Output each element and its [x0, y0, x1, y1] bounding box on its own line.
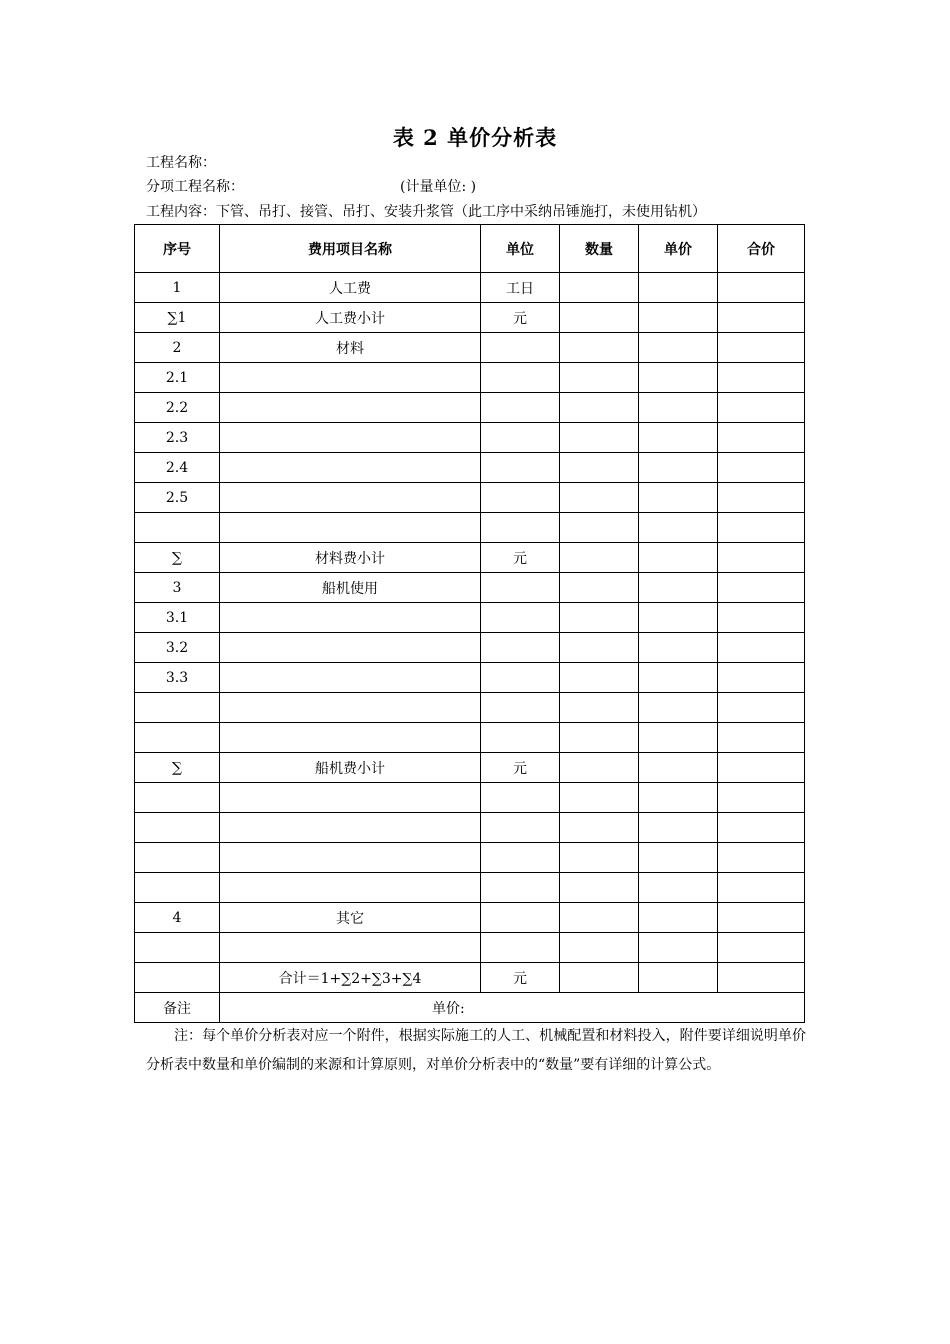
cell-total [718, 843, 805, 873]
header-unit-price: 单价 [639, 225, 718, 273]
cell-unit [481, 513, 560, 543]
cell-unit [481, 873, 560, 903]
cell-unit-price [639, 453, 718, 483]
cell-total [718, 573, 805, 603]
cell-unit-price [639, 963, 718, 993]
cell-item-name [220, 663, 481, 693]
cell-quantity [560, 543, 639, 573]
cell-unit [481, 663, 560, 693]
cell-quantity [560, 573, 639, 603]
table-row [135, 813, 805, 843]
cell-total [718, 633, 805, 663]
table-row [135, 843, 805, 873]
cell-unit [481, 903, 560, 933]
cell-total [718, 333, 805, 363]
cell-quantity [560, 873, 639, 903]
header-unit: 单位 [481, 225, 560, 273]
cell-seq: 2.4 [135, 453, 220, 483]
cell-total [718, 453, 805, 483]
cell-unit [481, 483, 560, 513]
cell-item-name [220, 363, 481, 393]
cell-total [718, 663, 805, 693]
cell-item-name [220, 843, 481, 873]
cell-item-name [220, 633, 481, 663]
table-row [135, 573, 805, 603]
cell-item-name [220, 933, 481, 963]
table-row [135, 873, 805, 903]
cell-quantity [560, 483, 639, 513]
cell-item-name: 人工费 [220, 273, 481, 303]
table-row [135, 543, 805, 573]
cell-quantity [560, 723, 639, 753]
cell-unit-price [639, 843, 718, 873]
table-row [135, 393, 805, 423]
table-row [135, 963, 805, 993]
cell-unit: 元 [481, 753, 560, 783]
table-row [135, 783, 805, 813]
cell-quantity [560, 933, 639, 963]
table-row [135, 753, 805, 783]
cell-total [718, 363, 805, 393]
cell-unit: 工日 [481, 273, 560, 303]
cell-unit-price [639, 873, 718, 903]
cell-item-name [220, 723, 481, 753]
cell-seq: 3.3 [135, 663, 220, 693]
cell-quantity [560, 783, 639, 813]
work-content-line: 工程内容：下管、吊打、接管、吊打、安装升浆管（此工序中采纳吊锤施打，未使用钻机） [146, 204, 706, 220]
cell-unit [481, 723, 560, 753]
cell-seq: ∑1 [135, 303, 220, 333]
project-name-line: 工程名称： [146, 155, 216, 171]
cell-unit [481, 573, 560, 603]
cell-item-name: 材料费小计 [220, 543, 481, 573]
cell-unit: 元 [481, 303, 560, 333]
cell-item-name: 材料 [220, 333, 481, 363]
table-row [135, 663, 805, 693]
cell-total [718, 693, 805, 723]
cell-item-name [220, 693, 481, 723]
table-row [135, 273, 805, 303]
cell-quantity [560, 363, 639, 393]
cell-total [718, 603, 805, 633]
cell-total [718, 873, 805, 903]
cell-unit-price [639, 273, 718, 303]
cell-seq: 2.2 [135, 393, 220, 423]
cell-unit-price [639, 903, 718, 933]
cell-seq: ∑ [135, 543, 220, 573]
remark-label: 备注 [135, 993, 220, 1023]
table-row [135, 483, 805, 513]
header-total: 合价 [718, 225, 805, 273]
table-row [135, 333, 805, 363]
cell-item-name [220, 813, 481, 843]
cell-unit-price [639, 633, 718, 663]
cell-unit-price [639, 303, 718, 333]
cell-unit-price [639, 723, 718, 753]
cell-total [718, 393, 805, 423]
cell-item-name: 合计＝1+∑2+∑3+∑4 [220, 963, 481, 993]
cell-total [718, 423, 805, 453]
cell-total [718, 813, 805, 843]
cell-item-name [220, 453, 481, 483]
cell-unit-price [639, 753, 718, 783]
cell-total [718, 273, 805, 303]
table-row [135, 903, 805, 933]
cell-item-name [220, 483, 481, 513]
cell-quantity [560, 513, 639, 543]
cell-total [718, 513, 805, 543]
cell-total [718, 753, 805, 783]
cell-seq: 4 [135, 903, 220, 933]
cell-unit-price [639, 393, 718, 423]
cell-seq [135, 843, 220, 873]
cell-unit [481, 423, 560, 453]
header-item-name: 费用项目名称 [220, 225, 481, 273]
cell-seq [135, 513, 220, 543]
table-row [135, 363, 805, 393]
cell-total [718, 723, 805, 753]
cell-item-name: 其它 [220, 903, 481, 933]
cell-quantity [560, 393, 639, 423]
table-row [135, 633, 805, 663]
page-title: 表 2 单价分析表 [392, 125, 558, 150]
table-row [135, 453, 805, 483]
cell-quantity [560, 693, 639, 723]
cell-item-name [220, 783, 481, 813]
cell-unit-price [639, 543, 718, 573]
table-row [135, 933, 805, 963]
cell-unit-price [639, 603, 718, 633]
cell-item-name: 船机使用 [220, 573, 481, 603]
cell-quantity [560, 633, 639, 663]
cell-seq: 3.2 [135, 633, 220, 663]
cell-unit [481, 453, 560, 483]
cell-quantity [560, 663, 639, 693]
cell-unit-price [639, 513, 718, 543]
cell-unit [481, 843, 560, 873]
table-row [135, 303, 805, 333]
cell-unit [481, 363, 560, 393]
cell-unit-price [639, 333, 718, 363]
cell-quantity [560, 273, 639, 303]
sub-project-name-line: 分项工程名称： [146, 179, 244, 195]
cell-quantity [560, 753, 639, 783]
measure-unit-label: (计量单位: ) [400, 179, 477, 195]
header-seq: 序号 [135, 225, 220, 273]
cell-seq [135, 693, 220, 723]
cell-unit-price [639, 663, 718, 693]
header-quantity: 数量 [560, 225, 639, 273]
cell-unit-price [639, 423, 718, 453]
cell-unit [481, 393, 560, 423]
cell-total [718, 483, 805, 513]
table-row [135, 513, 805, 543]
cell-unit-price [639, 933, 718, 963]
cell-unit [481, 933, 560, 963]
cell-seq [135, 783, 220, 813]
cell-item-name [220, 603, 481, 633]
cell-unit [481, 783, 560, 813]
cell-quantity [560, 963, 639, 993]
cell-unit-price [639, 483, 718, 513]
cell-total [718, 543, 805, 573]
cell-quantity [560, 333, 639, 363]
cell-seq [135, 873, 220, 903]
cell-unit [481, 693, 560, 723]
cell-quantity [560, 813, 639, 843]
cell-unit [481, 603, 560, 633]
cell-total [718, 903, 805, 933]
cell-quantity [560, 453, 639, 483]
cell-quantity [560, 843, 639, 873]
cell-item-name [220, 393, 481, 423]
table-row [135, 603, 805, 633]
cell-unit [481, 633, 560, 663]
cell-seq: ∑ [135, 753, 220, 783]
remark-row [135, 993, 805, 1023]
cell-unit-price [639, 813, 718, 843]
cell-seq: 3 [135, 573, 220, 603]
cell-total [718, 303, 805, 333]
cell-item-name [220, 873, 481, 903]
cell-seq: 2.5 [135, 483, 220, 513]
cell-quantity [560, 603, 639, 633]
cell-quantity [560, 303, 639, 333]
cell-seq [135, 933, 220, 963]
cell-seq: 3.1 [135, 603, 220, 633]
remark-value: 单价: [220, 993, 805, 1023]
table-header-row [135, 225, 805, 273]
cell-unit-price [639, 783, 718, 813]
cell-seq: 2 [135, 333, 220, 363]
cell-item-name: 船机费小计 [220, 753, 481, 783]
cell-seq: 1 [135, 273, 220, 303]
cell-total [718, 963, 805, 993]
unit-price-table [134, 224, 805, 1023]
cell-unit [481, 813, 560, 843]
cell-seq: 2.3 [135, 423, 220, 453]
cell-item-name: 人工费小计 [220, 303, 481, 333]
cell-item-name [220, 513, 481, 543]
cell-unit: 元 [481, 963, 560, 993]
cell-unit: 元 [481, 543, 560, 573]
cell-quantity [560, 903, 639, 933]
cell-total [718, 783, 805, 813]
cell-seq [135, 813, 220, 843]
table-body [135, 273, 805, 993]
cell-seq [135, 963, 220, 993]
cell-total [718, 933, 805, 963]
cell-item-name [220, 423, 481, 453]
cell-unit-price [639, 363, 718, 393]
cell-unit [481, 333, 560, 363]
table-row [135, 693, 805, 723]
footnote: 注：每个单价分析表对应一个附件，根据实际施工的人工、机械配置和材料投入，附件要详细说明单价分析表中数量和单价编制的来源和计算原则，对单价分析表中的“数量”要有详细的计算公式。 [146, 1028, 806, 1073]
cell-quantity [560, 423, 639, 453]
table-row [135, 723, 805, 753]
cell-unit-price [639, 573, 718, 603]
table-row [135, 423, 805, 453]
cell-seq [135, 723, 220, 753]
cell-unit-price [639, 693, 718, 723]
cell-seq: 2.1 [135, 363, 220, 393]
